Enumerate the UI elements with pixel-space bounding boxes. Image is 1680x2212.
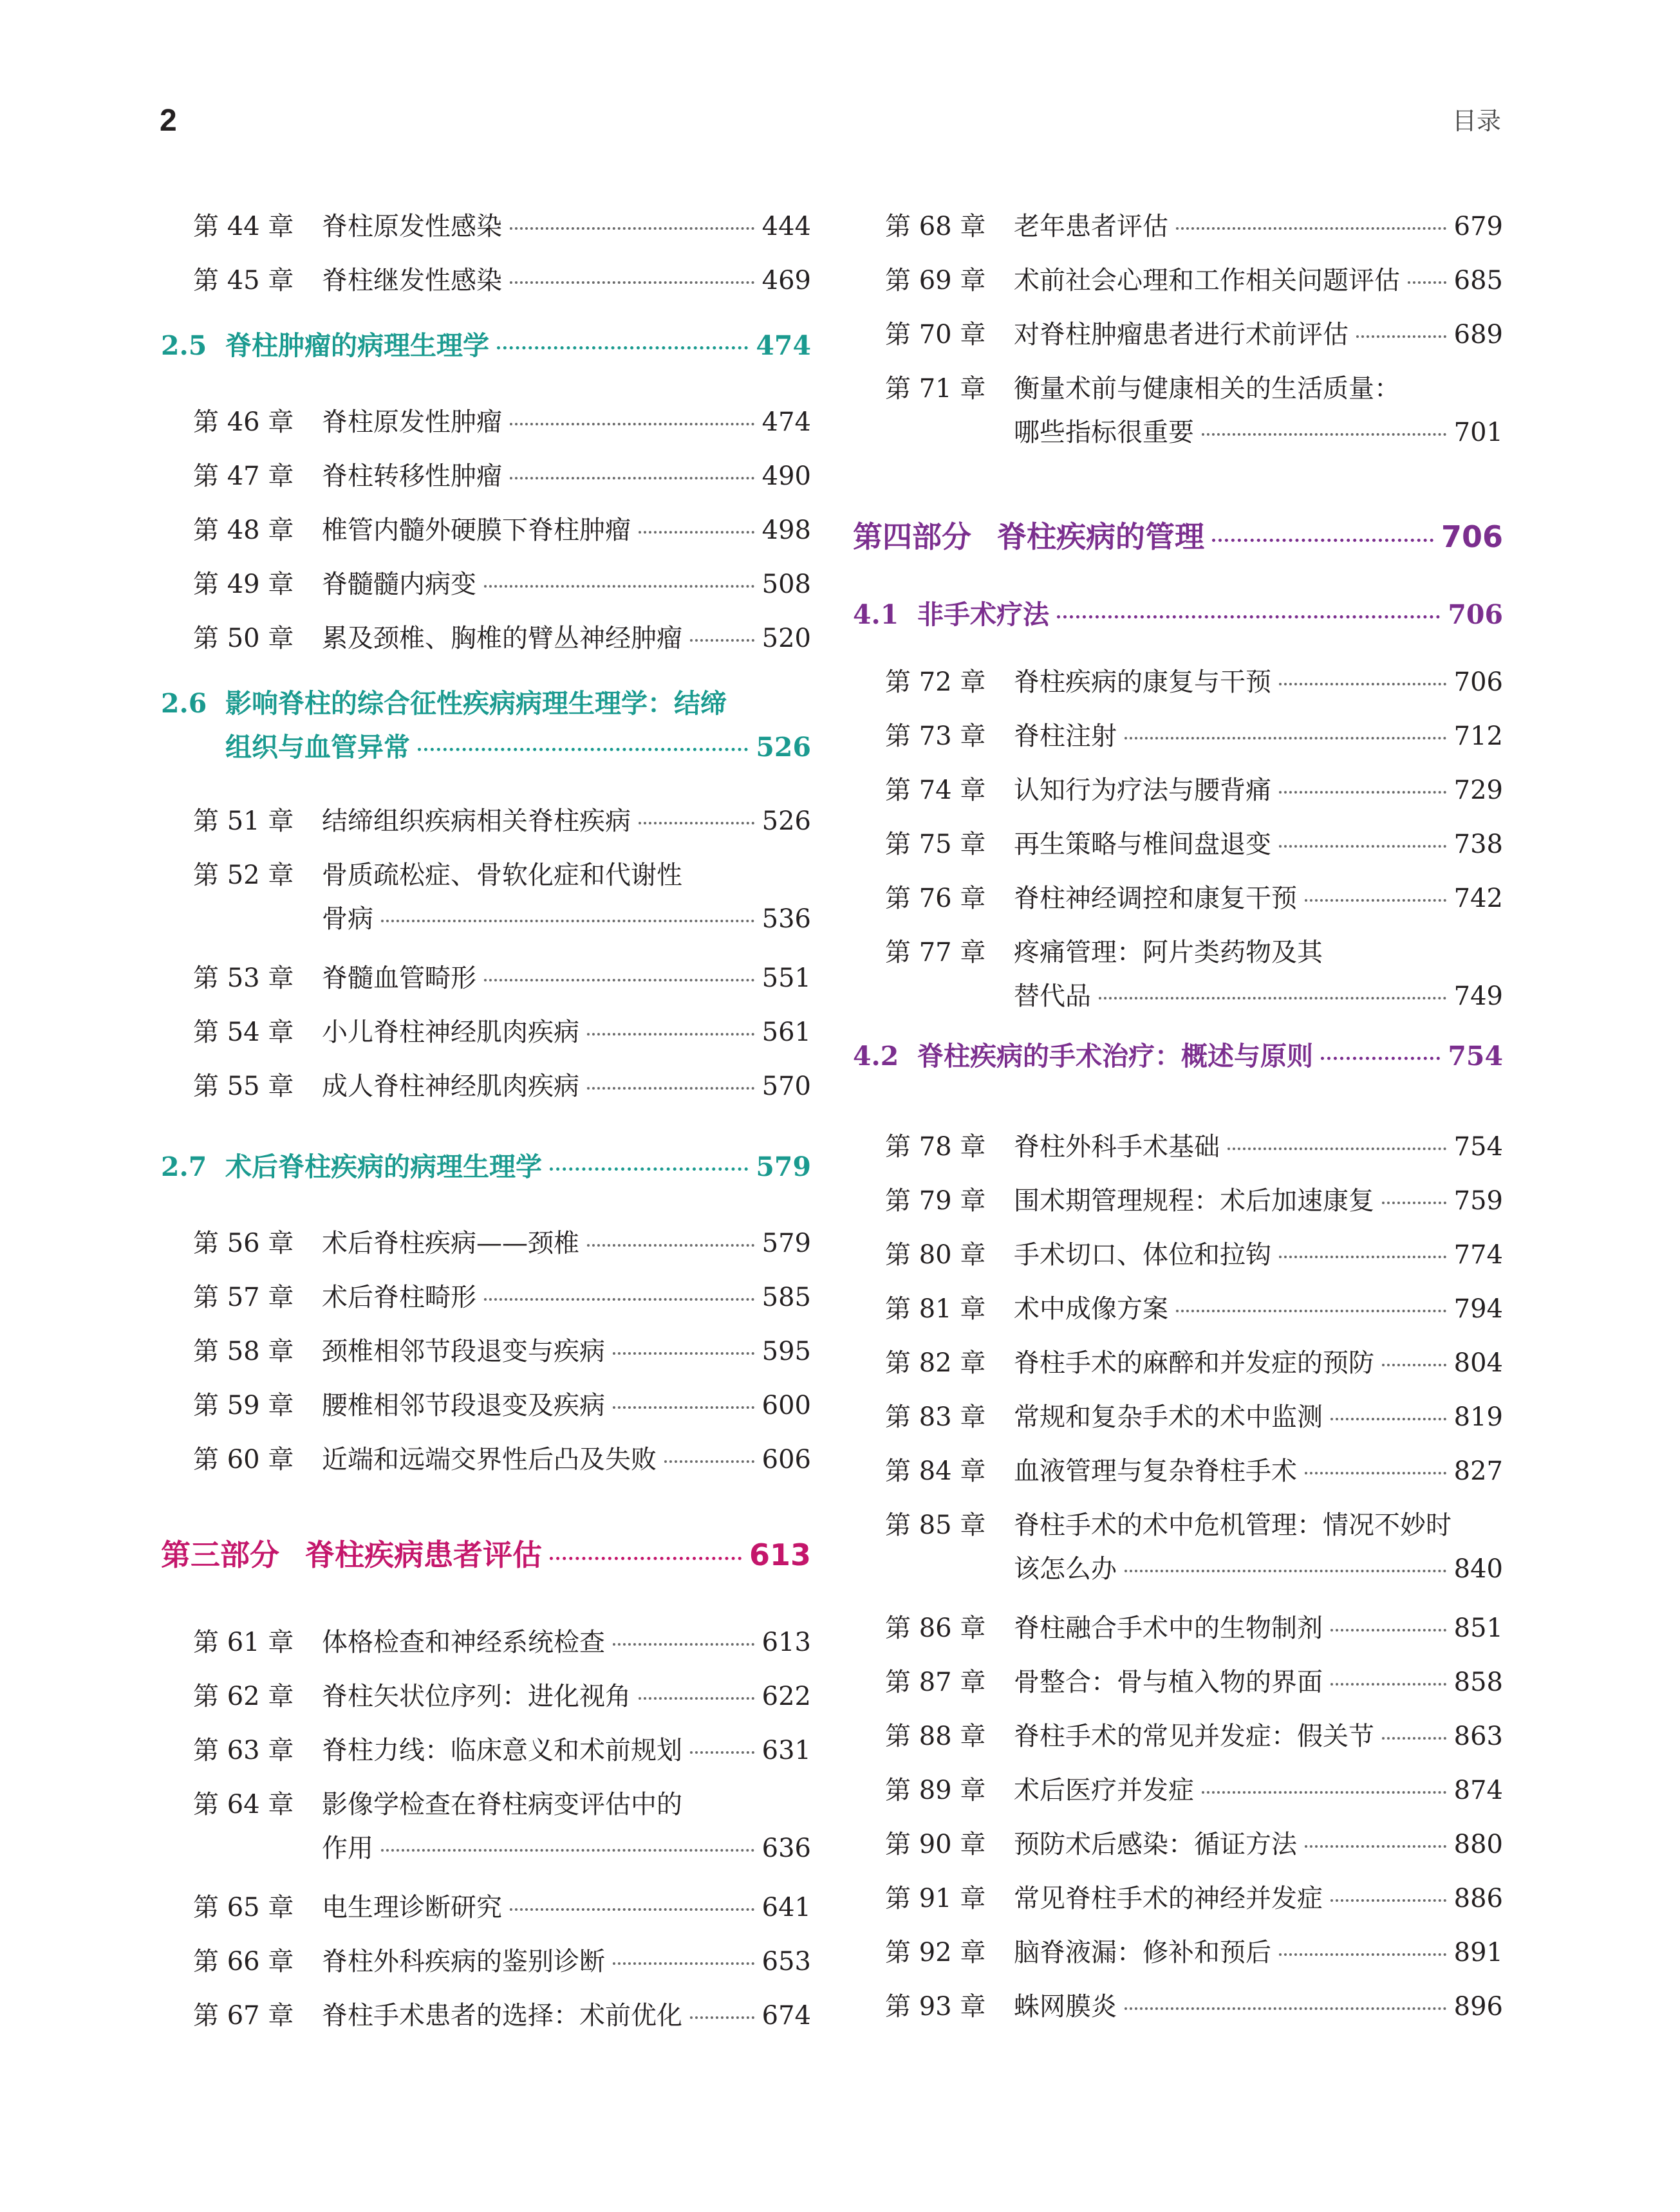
chapter-number: 第 60 章 <box>193 1445 294 1474</box>
dot-leader <box>1330 1629 1446 1631</box>
section-title: 脊柱肿瘤的病理生理学 <box>225 330 489 361</box>
chapter-title: 脊柱手术的麻醉和并发症的预防 <box>1014 1348 1374 1378</box>
chapter-number: 第 72 章 <box>885 667 986 697</box>
chapter-title-cont: 该怎么办 <box>1014 1554 1117 1584</box>
chapter-number: 第 74 章 <box>885 776 986 805</box>
chapter-title: 对脊柱肿瘤患者进行术前评估 <box>1014 320 1349 349</box>
page-ref: 742 <box>1453 884 1503 913</box>
dot-leader <box>1382 1737 1446 1740</box>
chapter-number: 第 47 章 <box>193 461 294 491</box>
chapter-title: 体格检查和神经系统检查 <box>322 1628 605 1657</box>
chapter-number: 第 75 章 <box>885 830 986 859</box>
chapter-number: 第 89 章 <box>885 1776 986 1805</box>
page-ref: 774 <box>1453 1240 1503 1270</box>
dot-leader <box>639 531 754 534</box>
dot-leader <box>510 423 754 425</box>
chapter-title: 认知行为疗法与腰背痛 <box>1014 776 1271 805</box>
section-number: 2.6 <box>161 688 207 719</box>
page-ref: 712 <box>1453 721 1503 751</box>
chapter-title: 术前社会心理和工作相关问题评估 <box>1014 266 1400 295</box>
chapter-title: 术后脊柱疾病——颈椎 <box>322 1229 579 1258</box>
chapter-title: 脊柱外科疾病的鉴别诊断 <box>322 1947 605 1976</box>
dot-leader <box>1305 1472 1446 1474</box>
dot-leader <box>613 1643 754 1646</box>
chapter-title: 脊柱疾病的康复与干预 <box>1014 667 1271 697</box>
entry-line <box>225 331 811 360</box>
chapter-title: 脊髓髓内病变 <box>322 570 476 599</box>
section-number: 4.2 <box>853 1041 899 1072</box>
dot-leader <box>1330 1418 1446 1420</box>
dot-leader <box>690 639 754 642</box>
chapter-number: 第 90 章 <box>885 1830 986 1859</box>
page-ref: 585 <box>761 1283 811 1312</box>
chapter-title: 脊柱原发性感染 <box>322 212 502 241</box>
entry-line <box>225 1152 811 1182</box>
page-ref: 636 <box>761 1834 811 1863</box>
page-ref: 600 <box>761 1391 811 1420</box>
page-ref: 759 <box>1453 1186 1503 1216</box>
entry-line <box>322 624 811 653</box>
dot-leader <box>418 748 748 751</box>
chapter-title: 围术期管理规程：术后加速康复 <box>1014 1186 1374 1216</box>
chapter-title: 预防术后感染：循证方法 <box>1014 1830 1297 1859</box>
entry-line <box>1014 1457 1503 1485</box>
dot-leader <box>381 1849 754 1852</box>
chapter-number: 第 73 章 <box>885 721 986 751</box>
chapter-title: 蛛网膜炎 <box>1014 1992 1117 2021</box>
page-ref: 613 <box>761 1628 811 1657</box>
chapter-number: 第 69 章 <box>885 266 986 295</box>
page-ref: 840 <box>1453 1554 1503 1584</box>
entry-line <box>322 1445 811 1474</box>
chapter-number: 第 63 章 <box>193 1736 294 1765</box>
page-ref: 685 <box>1453 266 1503 295</box>
entry-line <box>322 408 811 436</box>
page-ref: 606 <box>761 1445 811 1474</box>
entry-line <box>1014 982 1503 1010</box>
dot-leader <box>1279 845 1446 848</box>
chapter-number: 第 77 章 <box>885 938 986 967</box>
dot-leader <box>587 1087 754 1090</box>
chapter-title: 骨质疏松症、骨软化症和代谢性 <box>322 860 682 890</box>
chapter-title-cont: 作用 <box>322 1834 373 1863</box>
page-ref: 444 <box>761 212 811 241</box>
chapter-number: 第 92 章 <box>885 1938 986 1967</box>
dot-leader <box>690 2016 754 2019</box>
entry-line <box>1014 321 1503 349</box>
dot-leader <box>1125 737 1446 739</box>
chapter-title: 脊柱手术的常见并发症：假关节 <box>1014 1722 1374 1751</box>
chapter-number: 第 57 章 <box>193 1283 294 1312</box>
entry-line <box>1014 1722 1503 1751</box>
page-ref: 794 <box>1453 1294 1503 1324</box>
section-title-cont: 组织与血管异常 <box>225 732 410 763</box>
dot-leader <box>1227 1148 1446 1150</box>
entry-line <box>1014 1668 1503 1696</box>
page-ref: 613 <box>749 1538 811 1572</box>
entry-line <box>1014 375 1503 403</box>
entry-line <box>322 266 811 295</box>
dot-leader <box>613 1962 754 1965</box>
page-ref: 874 <box>1453 1776 1503 1805</box>
entry-line <box>322 905 811 933</box>
entry-line <box>322 1628 811 1657</box>
chapter-title: 常规和复杂手术的术中监测 <box>1014 1402 1323 1432</box>
dot-leader <box>587 1244 754 1247</box>
entry-line <box>322 1018 811 1046</box>
chapter-title: 术中成像方案 <box>1014 1294 1168 1324</box>
dot-leader <box>1202 1791 1446 1794</box>
page-ref: 526 <box>756 732 811 763</box>
chapter-number: 第 55 章 <box>193 1072 294 1101</box>
page-ref: 490 <box>761 461 811 491</box>
entry-line <box>322 1736 811 1765</box>
chapter-title: 颈椎相邻节段退变与疾病 <box>322 1337 605 1366</box>
chapter-number: 第 78 章 <box>885 1132 986 1162</box>
page-ref: 706 <box>1448 599 1503 630</box>
chapter-title: 脊柱力线：临床意义和术前规划 <box>322 1736 682 1765</box>
chapter-title: 脊柱手术的术中危机管理：情况不妙时 <box>1014 1510 1451 1540</box>
entry-line <box>322 1229 811 1258</box>
chapter-title: 衡量术前与健康相关的生活质量： <box>1014 374 1400 404</box>
section-number: 2.7 <box>161 1151 207 1182</box>
dot-leader <box>1099 997 1446 999</box>
chapter-number: 第 48 章 <box>193 516 294 545</box>
section-title: 影响脊柱的综合征性疾病病理生理学：结缔 <box>225 688 727 719</box>
dot-leader <box>1356 335 1446 338</box>
page-ref: 474 <box>761 407 811 437</box>
chapter-number: 第 53 章 <box>193 963 294 993</box>
entry-line <box>1014 1776 1503 1805</box>
entry-line <box>322 1947 811 1976</box>
chapter-number: 第 61 章 <box>193 1628 294 1657</box>
chapter-title: 腰椎相邻节段退变及疾病 <box>322 1391 605 1420</box>
part-number: 第三部分 <box>161 1538 279 1572</box>
entry-line <box>1014 1614 1503 1642</box>
entry-line <box>322 1682 811 1711</box>
entry-line <box>322 807 811 835</box>
dot-leader <box>1305 1845 1446 1848</box>
dot-leader <box>587 1033 754 1036</box>
page-ref: 520 <box>761 624 811 653</box>
dot-leader <box>1176 227 1446 230</box>
chapter-number: 第 64 章 <box>193 1790 294 1819</box>
entry-line <box>1014 938 1503 967</box>
toc-part-entry[interactable] <box>161 1538 811 1572</box>
entry-line <box>1014 1241 1503 1269</box>
entry-line <box>322 570 811 599</box>
chapter-number: 第 84 章 <box>885 1456 986 1486</box>
chapter-title: 脊柱继发性感染 <box>322 266 502 295</box>
chapter-title: 疼痛管理：阿片类药物及其 <box>1014 938 1323 967</box>
chapter-title: 脊柱融合手术中的生物制剂 <box>1014 1613 1323 1643</box>
page-ref: 749 <box>1453 981 1503 1011</box>
chapter-number: 第 85 章 <box>885 1510 986 1540</box>
chapter-title: 骨整合：骨与植入物的界面 <box>1014 1668 1323 1697</box>
dot-leader <box>1330 1683 1446 1686</box>
chapter-title: 脊柱矢状位序列：进化视角 <box>322 1682 631 1711</box>
page-ref: 689 <box>1453 320 1503 349</box>
chapter-title: 血液管理与复杂脊柱手术 <box>1014 1456 1297 1486</box>
dot-leader <box>639 822 754 824</box>
part-title: 脊柱疾病的管理 <box>997 519 1204 554</box>
page-ref: 469 <box>761 266 811 295</box>
page-ref: 536 <box>761 904 811 934</box>
page-ref: 631 <box>761 1736 811 1765</box>
page-ref: 880 <box>1453 1830 1503 1859</box>
chapter-number: 第 82 章 <box>885 1348 986 1378</box>
chapter-number: 第 59 章 <box>193 1391 294 1420</box>
page-ref: 827 <box>1453 1456 1503 1486</box>
entry-line <box>322 1072 811 1101</box>
dot-leader <box>1279 791 1446 794</box>
entry-line <box>1014 1555 1503 1583</box>
chapter-title: 电生理诊断研究 <box>322 1893 502 1922</box>
chapter-number: 第 45 章 <box>193 266 294 295</box>
page-ref: 679 <box>1453 212 1503 241</box>
entry-line <box>322 212 811 241</box>
page-ref: 754 <box>1448 1041 1503 1072</box>
chapter-title: 老年患者评估 <box>1014 212 1168 241</box>
dot-leader <box>664 1460 754 1463</box>
chapter-title: 常见脊柱手术的神经并发症 <box>1014 1884 1323 1913</box>
page-ref: 701 <box>1453 418 1503 447</box>
page-ref: 595 <box>761 1337 811 1366</box>
chapter-number: 第 76 章 <box>885 884 986 913</box>
entry-line <box>322 1391 811 1420</box>
dot-leader <box>1408 281 1446 284</box>
chapter-title: 术后脊柱畸形 <box>322 1283 476 1312</box>
entry-line <box>917 1041 1503 1071</box>
chapter-title: 脊柱神经调控和康复干预 <box>1014 884 1297 913</box>
dot-leader <box>1125 2007 1446 2010</box>
entry-line <box>1014 830 1503 859</box>
dot-leader <box>510 1908 754 1911</box>
chapter-number: 第 93 章 <box>885 1992 986 2021</box>
chapter-title: 手术切口、体位和拉钩 <box>1014 1240 1271 1270</box>
chapter-number: 第 56 章 <box>193 1229 294 1258</box>
page-ref: 526 <box>761 806 811 836</box>
chapter-title: 脊柱原发性肿瘤 <box>322 407 502 437</box>
page-ref: 886 <box>1453 1884 1503 1913</box>
dot-leader <box>550 1167 748 1171</box>
page-ref: 706 <box>1453 667 1503 697</box>
page-ref: 653 <box>761 1947 811 1976</box>
chapter-number: 第 65 章 <box>193 1893 294 1922</box>
part-title: 脊柱疾病患者评估 <box>305 1538 542 1572</box>
chapter-title: 脑脊液漏：修补和预后 <box>1014 1938 1271 1967</box>
entry-line <box>322 462 811 490</box>
chapter-number: 第 71 章 <box>885 374 986 404</box>
page-ref: 706 <box>1441 519 1503 554</box>
entry-line <box>322 2002 811 2030</box>
entry-line <box>1014 1511 1503 1539</box>
chapter-title: 近端和远端交界性后凸及失败 <box>322 1445 657 1474</box>
page-ref: 570 <box>761 1072 811 1101</box>
entry-line <box>1014 722 1503 750</box>
entry-line <box>1014 418 1503 447</box>
chapter-number: 第 58 章 <box>193 1337 294 1366</box>
chapter-number: 第 86 章 <box>885 1613 986 1643</box>
dot-leader <box>1279 1953 1446 1956</box>
chapter-number: 第 62 章 <box>193 1682 294 1711</box>
entry-line <box>1014 1884 1503 1913</box>
dot-leader <box>484 979 754 981</box>
entry-line <box>1014 1993 1503 2021</box>
entry-line <box>322 1337 811 1366</box>
entry-line <box>1014 884 1503 913</box>
entry-line <box>1014 776 1503 804</box>
dot-leader <box>510 227 754 230</box>
page-ref: 896 <box>1453 1992 1503 2021</box>
chapter-number: 第 44 章 <box>193 212 294 241</box>
entry-line <box>1014 1403 1503 1431</box>
dot-leader <box>1382 1364 1446 1366</box>
chapter-title: 累及颈椎、胸椎的臂丛神经肿瘤 <box>322 624 682 653</box>
page-ref: 891 <box>1453 1938 1503 1967</box>
page-ref: 474 <box>756 330 811 361</box>
section-number: 4.1 <box>853 599 899 630</box>
chapter-number: 第 91 章 <box>885 1884 986 1913</box>
chapter-number: 第 66 章 <box>193 1947 294 1976</box>
dot-leader <box>1057 615 1440 618</box>
dot-leader <box>1321 1057 1440 1060</box>
dot-leader <box>1382 1202 1446 1204</box>
page-ref: 498 <box>761 516 811 545</box>
chapter-number: 第 70 章 <box>885 320 986 349</box>
chapter-title-cont: 替代品 <box>1014 981 1091 1011</box>
chapter-number: 第 51 章 <box>193 806 294 836</box>
chapter-number: 第 52 章 <box>193 860 294 890</box>
dot-leader <box>613 1352 754 1355</box>
dot-leader <box>497 346 748 349</box>
dot-leader <box>1305 899 1446 902</box>
dot-leader <box>510 477 754 479</box>
chapter-title: 再生策略与椎间盘退变 <box>1014 830 1271 859</box>
entry-line <box>322 1790 811 1819</box>
entry-line <box>1014 1938 1503 1967</box>
chapter-number: 第 88 章 <box>885 1722 986 1751</box>
chapter-number: 第 67 章 <box>193 2001 294 2031</box>
dot-leader <box>613 1406 754 1409</box>
page-ref: 561 <box>761 1018 811 1047</box>
dot-leader <box>510 281 754 284</box>
entry-line <box>322 861 811 889</box>
chapter-number: 第 54 章 <box>193 1018 294 1047</box>
page-ref: 579 <box>761 1229 811 1258</box>
page-ref: 858 <box>1453 1668 1503 1697</box>
entry-line <box>1014 1187 1503 1215</box>
entry-line <box>322 1834 811 1863</box>
chapter-number: 第 83 章 <box>885 1402 986 1432</box>
page-ref: 579 <box>756 1151 811 1182</box>
dot-leader <box>381 920 754 922</box>
dot-leader <box>1202 433 1446 436</box>
page-ref: 804 <box>1453 1348 1503 1378</box>
chapter-number: 第 79 章 <box>885 1186 986 1216</box>
chapter-title: 结缔组织疾病相关脊柱疾病 <box>322 806 631 836</box>
dot-leader <box>550 1557 742 1560</box>
entry-line <box>1014 1133 1503 1161</box>
chapter-title-cont: 哪些指标很重要 <box>1014 418 1194 447</box>
page-ref: 551 <box>761 963 811 993</box>
dot-leader <box>1176 1310 1446 1312</box>
dot-leader <box>484 1298 754 1301</box>
entry-line <box>225 689 811 718</box>
page-ref: 754 <box>1453 1132 1503 1162</box>
section-title: 术后脊柱疾病的病理生理学 <box>225 1151 542 1182</box>
page-ref: 508 <box>761 570 811 599</box>
chapter-title: 成人脊柱神经肌肉疾病 <box>322 1072 579 1101</box>
dot-leader <box>639 1697 754 1700</box>
dot-leader <box>1279 1256 1446 1258</box>
chapter-title: 脊柱转移性肿瘤 <box>322 461 502 491</box>
part-number: 第四部分 <box>853 519 971 554</box>
chapter-title: 术后医疗并发症 <box>1014 1776 1194 1805</box>
entry-line <box>322 516 811 544</box>
entry-line <box>225 732 811 762</box>
chapter-title-cont: 骨病 <box>322 904 373 934</box>
entry-line <box>1014 266 1503 295</box>
entry-line <box>1014 212 1503 241</box>
entry-line <box>322 1283 811 1312</box>
entry-line <box>1014 1295 1503 1323</box>
chapter-title: 小儿脊柱神经肌肉疾病 <box>322 1018 579 1047</box>
page-ref: 674 <box>761 2001 811 2031</box>
entry-line <box>1014 1830 1503 1859</box>
entry-line <box>322 1893 811 1922</box>
running-header: 目录 <box>1451 107 1501 135</box>
entry-line <box>917 600 1503 629</box>
entry-line <box>1014 1349 1503 1377</box>
dot-leader <box>1279 683 1446 685</box>
section-number: 2.5 <box>161 330 207 361</box>
dot-leader <box>484 585 754 588</box>
chapter-title: 影像学检查在脊柱病变评估中的 <box>322 1790 682 1819</box>
chapter-number: 第 80 章 <box>885 1240 986 1270</box>
page-ref: 622 <box>761 1682 811 1711</box>
chapter-title: 脊柱注射 <box>1014 721 1117 751</box>
dot-leader <box>690 1751 754 1754</box>
chapter-title: 脊髓血管畸形 <box>322 963 476 993</box>
chapter-number: 第 87 章 <box>885 1668 986 1697</box>
dot-leader <box>1125 1570 1446 1572</box>
section-title: 脊柱疾病的手术治疗：概述与原则 <box>917 1041 1313 1072</box>
entry-line <box>1014 668 1503 696</box>
chapter-title: 椎管内髓外硬膜下脊柱肿瘤 <box>322 516 631 545</box>
dot-leader <box>1330 1899 1446 1902</box>
page-ref: 738 <box>1453 830 1503 859</box>
chapter-number: 第 49 章 <box>193 570 294 599</box>
toc-part-entry[interactable] <box>853 520 1503 553</box>
chapter-number: 第 68 章 <box>885 212 986 241</box>
chapter-number: 第 50 章 <box>193 624 294 653</box>
entry-line <box>322 964 811 992</box>
page-ref: 641 <box>761 1893 811 1922</box>
page-ref: 863 <box>1453 1722 1503 1751</box>
dot-leader <box>1212 539 1433 542</box>
chapter-title: 脊柱手术患者的选择：术前优化 <box>322 2001 682 2031</box>
chapter-title: 脊柱外科手术基础 <box>1014 1132 1220 1162</box>
page-ref: 819 <box>1453 1402 1503 1432</box>
page-ref: 729 <box>1453 776 1503 805</box>
page-number: 2 <box>160 104 177 138</box>
section-title: 非手术疗法 <box>917 599 1049 630</box>
chapter-number: 第 81 章 <box>885 1294 986 1324</box>
chapter-number: 第 46 章 <box>193 407 294 437</box>
page-ref: 851 <box>1453 1613 1503 1643</box>
